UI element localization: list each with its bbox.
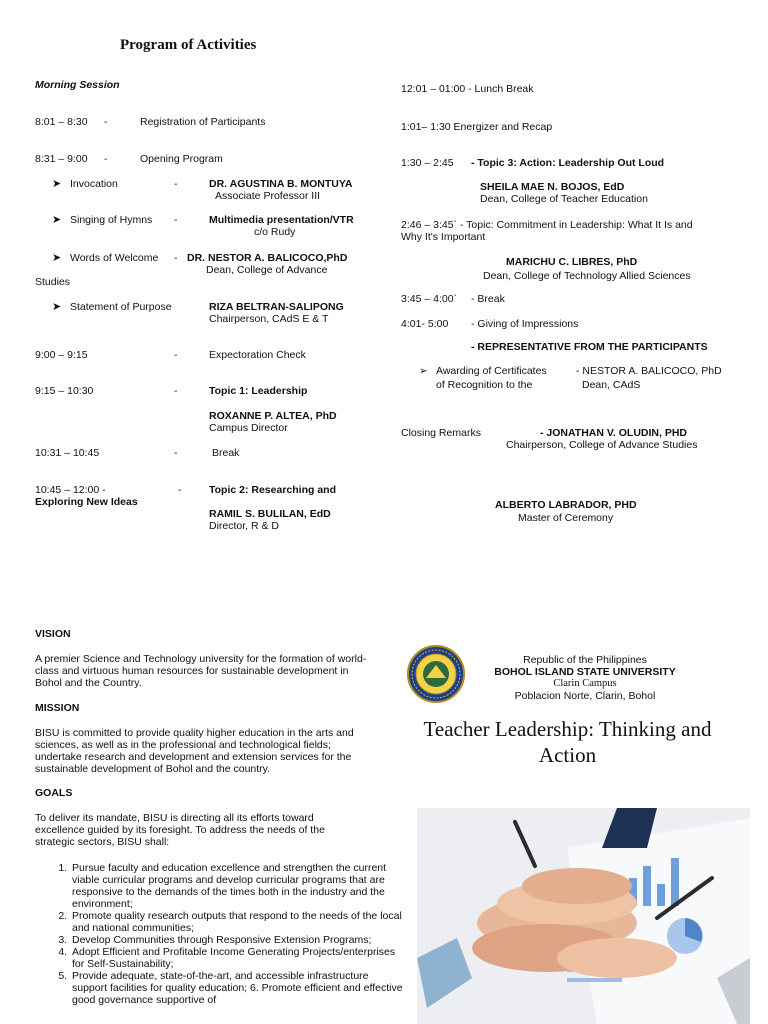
hymns-role: c/o Rudy [254,226,296,238]
hands-together-photo [417,808,750,1024]
energizer-item: 1:01– 1:30 Energizer and Recap [401,121,553,133]
purpose-label: Statement of Purpose [70,301,172,313]
welcome-label: Words of Welcome [70,252,159,264]
awarding-label-cont: of Recognition to the [436,379,533,391]
impressions-time: 4:01- 5:00 [401,318,449,330]
topic3-speaker: SHEILA MAE N. BOJOS, EdD [480,181,625,193]
topic3-time: 1:30 – 2:45 [401,157,454,169]
mc-name: ALBERTO LABRADOR, PHD [495,499,637,511]
break-dash: - [174,447,178,459]
goals-intro: To deliver its mandate, BISU is directing all its efforts toward excellence guided by its foresight. To address the needs of the strategic sectors, BISU shall: [35,812,325,848]
hymns-label: Singing of Hymns [70,214,153,226]
event-title-cont: Action [538,743,597,767]
topic1-time: 9:15 – 10:30 [35,385,94,397]
lunch-item: 12:01 – 01:00 - Lunch Break [401,83,534,95]
topic2-time: 10:45 – 12:00 - [35,484,106,496]
bullet-arrow-icon: ➤ [52,301,62,313]
goal-item: 1. Pursue faculty and education excellence and strengthen the current viable curricular programs and develop curricular programs that are responsive to the demands of the times both in the industry and the environment; [70,862,405,910]
topic2-dash: - [178,484,182,496]
expect-dash: - [174,349,178,361]
topic1-label: Topic 1: Leadership [209,385,308,397]
welcome-name: DR. NESTOR A. BALICOCO,PhD [187,252,348,264]
university-name: BOHOL ISLAND STATE UNIVERSITY [494,666,676,678]
expect-time: 9:00 – 9:15 [35,349,88,361]
topic2-label-cont: Exploring New Ideas [35,496,138,508]
reg-dash: - [104,116,108,128]
break2-time: 3:45 – 4:00` [401,293,458,305]
goal-item: 5. Provide adequate, state-of-the-art, and accessible infrastructure support facilities for quality education; 6. Promote efficient and effective good governance supportive of [70,970,405,1006]
bullet-arrow-icon: ➢ [419,365,428,377]
topic3-label: - Topic 3: Action: Leadership Out Loud [471,157,665,169]
closing-label: Closing Remarks [401,427,481,439]
campus-name: Clarin Campus [553,678,617,689]
purpose-role: Chairperson, CAdS E & T [209,313,329,325]
awarding-label: Awarding of Certificates [436,365,547,377]
break2-label: - Break [471,293,505,305]
mission-text: BISU is committed to provide quality higher education in the arts and sciences, as well as in the professional and technological fields; undertake research and development and extension services for the sustainable development of Bohol and the country. [35,727,354,775]
topic2-label: Topic 2: Researching and [209,484,336,496]
invocation-name: DR. AGUSTINA B. MONTUYA [209,178,353,190]
goals-heading: GOALS [35,787,73,799]
closing-speaker: - JONATHAN V. OLUDIN, PHD [540,427,688,439]
open-dash: - [104,153,108,165]
goals-list [35,862,405,1006]
campus-address: Poblacion Norte, Clarin, Bohol [514,690,656,702]
topic2-role: Director, R & D [209,520,280,532]
awarding-name: - NESTOR A. BALICOCO, PhD [576,365,722,377]
bullet-arrow-icon: ➤ [52,214,62,226]
hymns-name: Multimedia presentation/VTR [209,214,354,226]
welcome-role-cont: Studies [35,276,71,288]
reg-time: 8:01 – 8:30 [35,116,88,128]
invocation-dash: - [174,178,178,190]
awarding-role: Dean, CAdS [582,379,641,391]
mission-heading: MISSION [35,702,80,714]
welcome-dash: - [174,252,178,264]
topic1-dash: - [174,385,178,397]
topic4-speaker: MARICHU C. LIBRES, PhD [506,256,638,268]
bullet-arrow-icon: ➤ [52,178,62,190]
republic-line: Republic of the Philippines [523,654,647,666]
morning-session-label: Morning Session [35,79,120,91]
invocation-label: Invocation [70,178,118,190]
welcome-role: Dean, College of Advance [206,264,328,276]
representative-label: - REPRESENTATIVE FROM THE PARTICIPANTS [471,341,708,353]
goal-item: 4. Adopt Efficient and Profitable Income Generating Projects/enterprises for Self-Sustainability; [70,946,405,970]
topic1-role: Campus Director [209,422,288,434]
program-title: Program of Activities [120,37,257,53]
reg-label: Registration of Participants [140,116,266,128]
goal-item: 3. Develop Communities through Responsive Extension Programs; [70,934,405,946]
vision-heading: VISION [35,628,71,640]
purpose-name: RIZA BELTRAN-SALIPONG [209,301,344,313]
goal-item: 2. Promote quality research outputs that respond to the needs of the local and national communities; [70,910,405,934]
bullet-arrow-icon: ➤ [52,252,62,264]
invocation-role: Associate Professor III [215,190,321,202]
break-time: 10:31 – 10:45 [35,447,100,459]
break-label: Break [212,447,240,459]
open-label: Opening Program [140,153,223,165]
mc-role: Master of Ceremony [518,512,614,524]
vision-text: A premier Science and Technology university for the formation of world-class and virtuous human resources for sustainable development in Bohol and the Country. [35,653,367,689]
hymns-dash: - [174,214,178,226]
closing-role: Chairperson, College of Advance Studies [506,439,698,451]
open-time: 8:31 – 9:00 [35,153,88,165]
topic4-line-cont: Why It's Important [401,231,486,243]
topic4-role: Dean, College of Technology Allied Sciences [483,270,691,282]
topic1-speaker: ROXANNE P. ALTEA, PhD [209,410,337,422]
topic4-line: 2:46 – 3:45` - Topic: Commitment in Leadership: What It Is and [401,219,693,231]
university-seal-icon [407,645,465,703]
topic3-role: Dean, College of Teacher Education [480,193,648,205]
topic2-speaker: RAMIL S. BULILAN, EdD [209,508,331,520]
event-title: Teacher Leadership: Thinking and [423,717,712,741]
impressions-label: - Giving of Impressions [471,318,579,330]
expect-label: Expectoration Check [209,349,306,361]
